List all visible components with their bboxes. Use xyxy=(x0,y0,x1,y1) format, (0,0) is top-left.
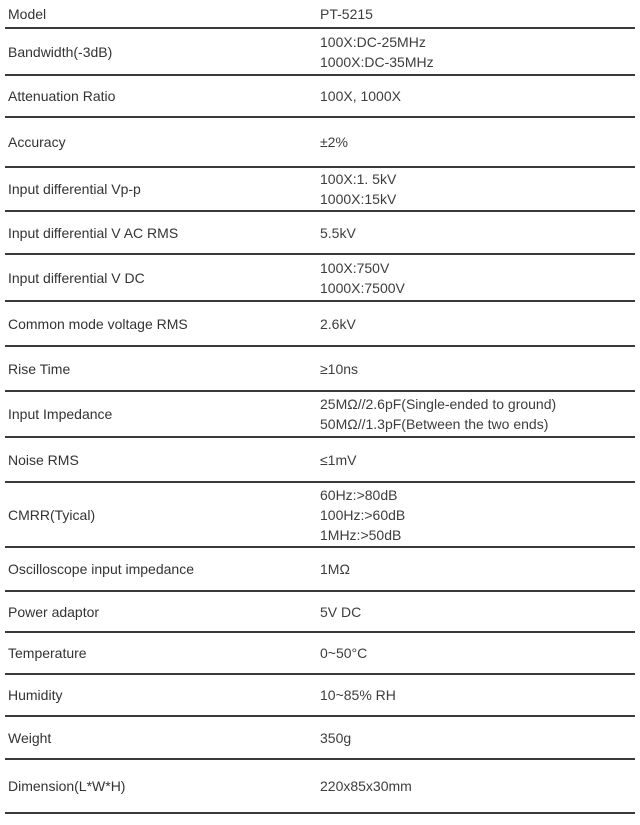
spec-value-line: ≤1mV xyxy=(320,451,357,468)
spec-value xyxy=(320,485,635,545)
spec-label: Temperature xyxy=(8,645,87,661)
table-row xyxy=(5,760,635,814)
spec-value-line: 1000X:DC-35MHz xyxy=(320,53,434,70)
spec-value-line: 50MΩ//1.3pF(Between the two ends) xyxy=(320,416,549,432)
table-row xyxy=(5,438,635,483)
spec-value-line: 100Hz:>60dB xyxy=(320,506,406,523)
spec-value-line: 25MΩ//2.6pF(Single-ended to ground) xyxy=(320,396,557,412)
spec-value xyxy=(320,314,635,334)
table-row xyxy=(5,483,635,548)
spec-label: Weight xyxy=(8,729,52,746)
spec-value-line: 5.5kV xyxy=(320,224,356,241)
spec-label: Power adaptor xyxy=(8,603,100,620)
spec-value xyxy=(320,559,635,579)
spec-value-line: 100X:750V xyxy=(320,259,390,276)
spec-value-line: 10~85% RH xyxy=(320,687,396,703)
table-row xyxy=(5,392,635,438)
spec-label: Model xyxy=(8,5,47,22)
table-row xyxy=(5,76,635,118)
spec-value xyxy=(320,359,635,379)
spec-label: Rise Time xyxy=(8,360,71,377)
spec-label: Input Impedance xyxy=(8,406,113,422)
spec-value-line: 350g xyxy=(320,729,352,746)
spec-label: Common mode voltage RMS xyxy=(8,315,188,332)
spec-label: CMRR(Tyical) xyxy=(8,506,96,523)
spec-value-line: 220x85x30mm xyxy=(320,778,412,794)
table-row xyxy=(5,302,635,347)
table-row xyxy=(5,0,635,29)
spec-label: Humidity xyxy=(8,687,63,703)
spec-value-line: 100X:1. 5kV xyxy=(320,171,397,187)
table-row xyxy=(5,118,635,168)
spec-label: Dimension(L*W*H) xyxy=(8,778,126,794)
spec-label: Attenuation Ratio xyxy=(8,88,116,104)
spec-value xyxy=(320,728,635,748)
spec-value-line: 1MΩ xyxy=(320,561,350,577)
spec-label: Bandwidth(-3dB) xyxy=(8,43,113,60)
spec-label: Accuracy xyxy=(8,134,66,150)
spec-value xyxy=(320,223,635,243)
spec-value xyxy=(320,132,635,152)
table-row xyxy=(5,255,635,302)
spec-value-line: 5V DC xyxy=(320,603,362,620)
table-row xyxy=(5,168,635,212)
spec-value xyxy=(320,643,635,663)
spec-value-line: 2.6kV xyxy=(320,315,356,332)
spec-value xyxy=(320,4,635,24)
spec-value xyxy=(320,394,635,434)
table-row xyxy=(5,347,635,392)
spec-value-line: 1000X:7500V xyxy=(320,279,405,296)
spec-value xyxy=(320,450,635,470)
spec-value xyxy=(320,169,635,209)
spec-label: Input differential V DC xyxy=(8,269,145,286)
spec-value xyxy=(320,86,635,106)
spec-label: Noise RMS xyxy=(8,451,79,468)
spec-value-line: PT-5215 xyxy=(320,5,373,22)
spec-value-line: 1000X:15kV xyxy=(320,191,397,207)
spec-value-line: ≥10ns xyxy=(320,360,359,377)
table-row xyxy=(5,717,635,760)
spec-value-line: 60Hz:>80dB xyxy=(320,486,398,503)
spec-value-line: 100X, 1000X xyxy=(320,88,401,104)
spec-value-line: 0~50°C xyxy=(320,645,368,661)
spec-label: Input differential Vp-p xyxy=(8,181,141,197)
spec-value-line: ±2% xyxy=(320,134,348,150)
spec-value xyxy=(320,685,635,705)
spec-value-line: 1MHz:>50dB xyxy=(320,526,402,543)
table-row xyxy=(5,548,635,592)
spec-value xyxy=(320,776,635,796)
spec-value xyxy=(320,258,635,298)
spec-value xyxy=(320,602,635,622)
table-row xyxy=(5,633,635,675)
table-row xyxy=(5,212,635,255)
table-row xyxy=(5,29,635,76)
spec-label: Input differential V AC RMS xyxy=(8,224,179,241)
spec-label: Oscilloscope input impedance xyxy=(8,561,194,577)
table-row xyxy=(5,675,635,717)
spec-table xyxy=(5,0,635,814)
spec-value xyxy=(320,32,635,72)
spec-value-line: 100X:DC-25MHz xyxy=(320,33,426,50)
table-row xyxy=(5,592,635,633)
